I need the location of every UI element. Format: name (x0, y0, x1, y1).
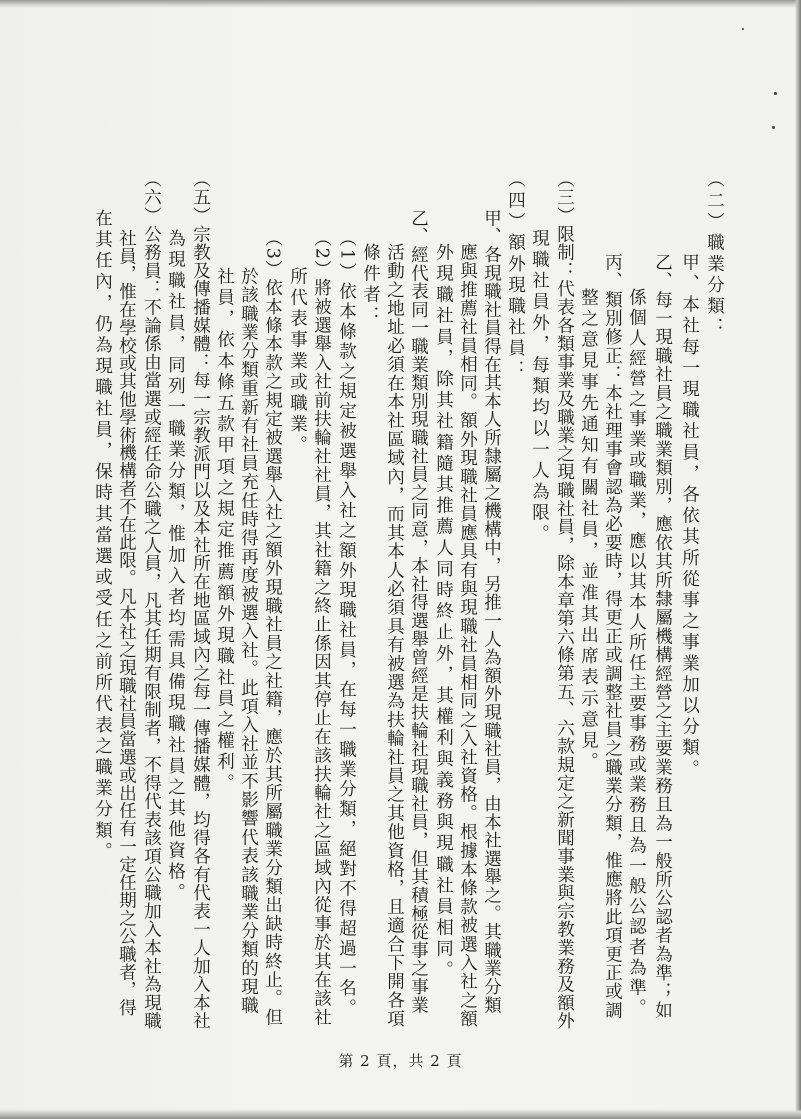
text-column: 外現職社員，除其社籍隨其推薦人同時終止外，其權利與義務與現職社員相同。 (433, 243, 454, 982)
text-column: （三）限制：代表各類事業及職業之現職社員，除本章第六條第五、六款規定之新聞事業與宗教業務及額外 (554, 170, 575, 1031)
text-column: （四）額外現職社員： (505, 170, 526, 381)
text-column: 現職社員外，每類均以一人為限。 (529, 229, 550, 546)
text-column: （五）宗教及傳播媒體：每一宗教派門以及本社所在地區域內之每一傳播媒體，均得各有代表一人加入本社 (190, 170, 211, 1031)
text-column: （六）公務員：不論係由當選或經任命公職之人員，凡其任期有限制者，不得代表該項公職加入本社為現職 (141, 170, 162, 1031)
text-column: （3）依本條本款之規定被選舉入社之額外現職社員之社籍，應於其所屬職業分類出缺時終止。但 (262, 229, 283, 1027)
scan-speck (772, 126, 775, 129)
text-column: 丙、類別修正：本社理事會認為必要時，得更正或調整社員之職業分類，惟應將此項更正或調 (602, 253, 623, 1020)
scan-edge-top (0, 0, 801, 8)
scan-speck (742, 28, 744, 30)
page-number-footer: 第 2 頁，共 2 頁 (338, 1052, 463, 1070)
text-column: 應與推薦社員相同。額外現職社員應具有與現職社員相同之入社資格。根據本條款被選入社之額 (457, 243, 478, 1029)
text-column: 社員，依本條五款甲項之規定推薦額外現職社員之權利。 (214, 267, 235, 795)
text-column: 乙、每一現職社員之職業類別，應依其所隸屬機構經營之主要業務且為一般所公認者為準；如 (652, 253, 673, 1020)
text-column: 活動之地址必須在本社區域內，而其本人必須具有被選為扶輪社員之其他資格，且適合下開各項 (384, 243, 405, 1029)
text-column: 條件者： (360, 243, 381, 328)
text-column: （2）將被選舉入社前扶輪社社員，其社籍之終止係因其停止在該扶輪社之區域內從事於其在該社 (311, 229, 332, 1027)
scan-edge-right (795, 0, 801, 1119)
text-column: （二）職業分類： (704, 170, 725, 339)
scan-speck (774, 92, 777, 95)
text-column: 為現職社員，同列一職業分類，惟加入者均需具備現職社員之其他資格。 (165, 229, 186, 905)
text-column: （1）依本條款之規定被選舉入社之額外現職社員，在每一職業分類，絕對不得超過一名。 (336, 229, 357, 1019)
text-column: 在其任內，仍為現職社員，保時其當選或受任之前所代表之職業分類。 (92, 209, 113, 864)
scan-edge-bottom (0, 1109, 801, 1119)
text-column: 乙、經代表同一職業類別現職社員之同意，本社得選舉曾經是扶輪社現職社員，但其積極從事之事業 (408, 209, 429, 1015)
text-column: 於該職業分類重新有社員充任時得再度被選入社。此項入社並不影響代表該職業分類的現職 (238, 267, 259, 1015)
text-column: 甲、各現職社員得在其本人所隸屬之機構中，另推一人為額外現職社員，由本社選舉之。其職業分類 (481, 209, 502, 1015)
text-column: 係個人經營之事業或職業，應以其本人所任主要事務或業務且為一般公認者為準。 (626, 288, 647, 1019)
text-column: 整之意見事先通知有關社員，並准其出席表示意見。 (578, 288, 599, 774)
text-column: 社員，惟在學校或其他學術機構者不在此限。凡本社之現職社員當選或出任有一定任期之公職者，得 (116, 229, 137, 1017)
text-column: 所代表事業或職業。 (287, 267, 308, 457)
text-column: 甲、本社每一現職社員，各依其所從事之事業加以分類。 (679, 253, 700, 781)
